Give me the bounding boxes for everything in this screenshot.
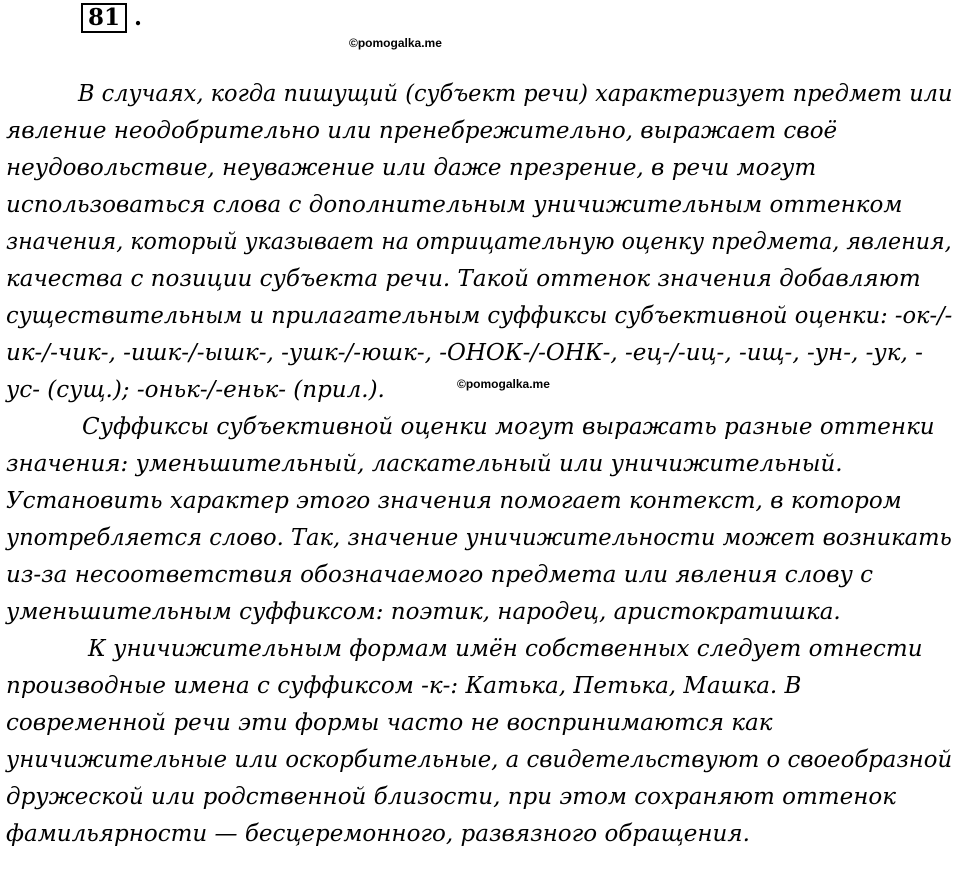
text-line: ус- (сущ.); -оньк-/-еньк- (прил.). [6,377,385,403]
text-line: уничижительные или оскорбительные, а свидетельствуют о своеобразной [6,747,953,773]
text-line: явление неодобрительно или пренебрежительно, выражает своё [6,118,838,144]
text-line: уменьшительным суффиксом: поэтик, народец, аристократишка. [6,599,841,625]
watermark: ©pomogalka.me [349,36,442,50]
text-line: из-за несоответствия обозначаемого предмета или явления слову с [6,562,874,588]
task-number-box [81,3,127,33]
text-line: фамильярности — бесцеремонного, развязного обращения. [6,821,750,847]
text-line: В случаях, когда пишущий (субъект речи) характеризует предмет или [78,81,953,107]
text-line: использоваться слова с дополнительным уничижительным оттенком [6,192,903,218]
task-number: 81 [88,4,121,31]
text-line: Установить характер этого значения помогает контекст, в котором [6,488,902,514]
task-number-dot: . [134,4,143,31]
text-line: неудовольствие, неуважение или даже презрение, в речи могут [6,155,817,181]
text-line: Суффиксы субъективной оценки могут выражать разные оттенки [82,414,935,440]
text-line: современной речи эти формы часто не воспринимаются как [6,710,773,736]
text-line: существительным и прилагательным суффиксы субъективной оценки: -ок-/- [6,303,953,329]
text-line: К уничижительным формам имён собственных следует отнести [88,636,923,662]
text-line: дружеской или родственной близости, при этом сохраняют оттенок [6,784,896,810]
text-line: качества с позиции субъекта речи. Такой оттенок значения добавляют [6,266,921,292]
text-line: производные имена с суффиксом -к-: Катька, Петька, Машка. В [6,673,802,699]
text-line: значения: уменьшительный, ласкательный или уничижительный. [6,451,843,477]
text-line: употребляется слово. Так, значение уничижительности может возникать [6,525,952,551]
watermark: ©pomogalka.me [457,377,550,391]
text-line: ик-/-чик-, -ишк-/-ышк-, -ушк-/-юшк-, -ОНОК-/-ОНК-, -ец-/-иц-, -ищ-, -ун-, -ук, - [6,340,923,366]
text-line: значения, который указывает на отрицательную оценку предмета, явления, [6,229,952,255]
